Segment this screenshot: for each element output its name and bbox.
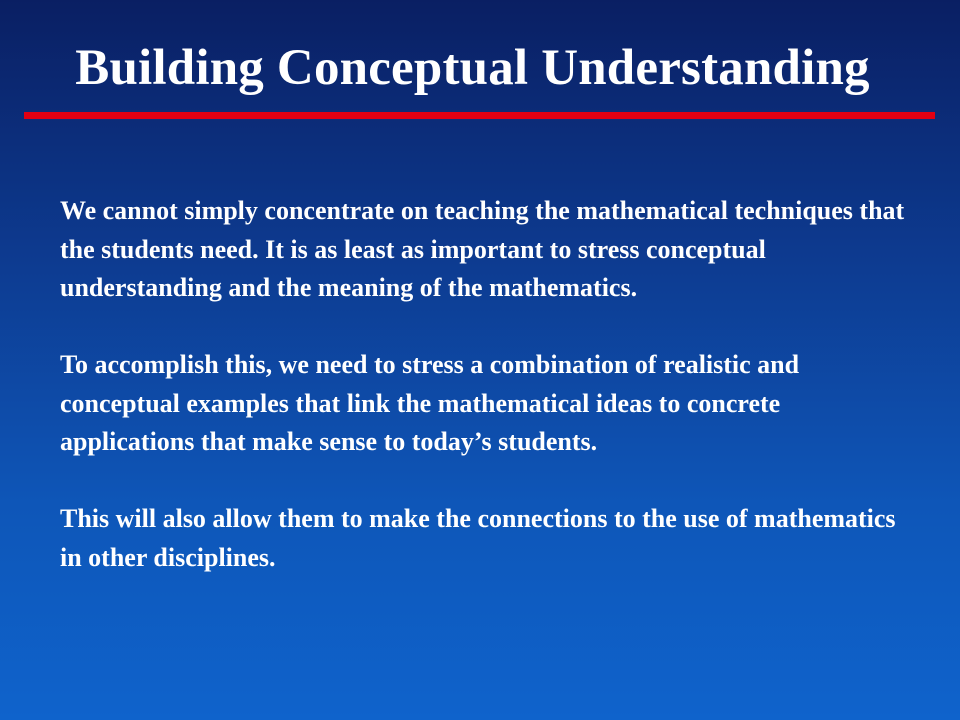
paragraph-1: We cannot simply concentrate on teaching the mathematical techniques that the students need. It is as least as important to stress conceptual understanding and the meaning of the mathematics. <box>60 196 905 302</box>
paragraph-3: This will also allow them to make the connections to the use of mathematics in other disciplines. <box>60 504 896 572</box>
slide-body <box>60 192 910 577</box>
slide-title: Building Conceptual Understanding <box>75 40 870 96</box>
paragraph-2: To accomplish this, we need to stress a combination of realistic and conceptual examples that link the mathematical ideas to concrete applications that make sense to today’s students. <box>60 350 800 456</box>
title-underline-rule <box>24 112 935 119</box>
